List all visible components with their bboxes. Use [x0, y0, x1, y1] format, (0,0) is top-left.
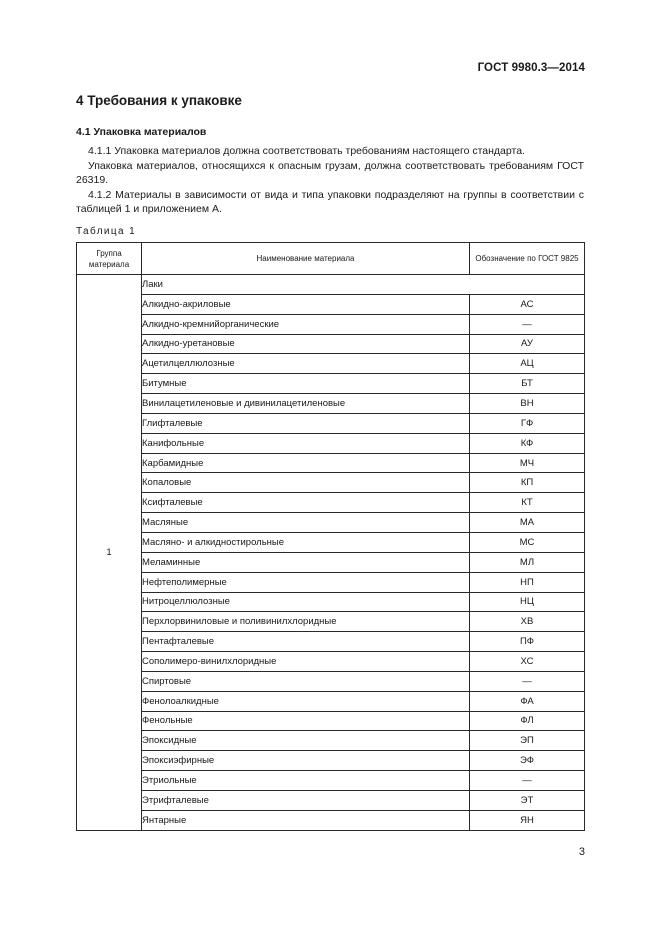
material-code-cell: КП — [470, 473, 585, 493]
material-code-cell: ЭП — [470, 731, 585, 751]
table-row — [77, 790, 585, 810]
material-code-cell: ХС — [470, 652, 585, 672]
table-row — [77, 572, 585, 592]
material-code-cell: НЦ — [470, 592, 585, 612]
material-code-cell: АС — [470, 294, 585, 314]
table-row — [77, 394, 585, 414]
material-code-cell: ВН — [470, 394, 585, 414]
page-number: 3 — [578, 846, 585, 858]
table-row — [77, 671, 585, 691]
material-code-cell: БТ — [470, 374, 585, 394]
subsection-title: 4.1 Упаковка материалов — [76, 126, 207, 138]
material-name-cell: Эпоксидные — [142, 731, 470, 751]
material-name-cell: Алкидно-кремнийорганические — [142, 314, 470, 334]
table-row — [77, 473, 585, 493]
material-code-cell: ХВ — [470, 612, 585, 632]
material-name-cell: Винилацетиленовые и дивинилацетиленовые — [142, 394, 470, 414]
header-group: Группа материала — [77, 243, 142, 275]
material-name-cell: Алкидно-уретановые — [142, 334, 470, 354]
material-code-cell: ГФ — [470, 413, 585, 433]
table-row — [77, 771, 585, 791]
material-name-cell: Перхлорвиниловые и поливинилхлоридные — [142, 612, 470, 632]
material-name-cell: Глифталевые — [142, 413, 470, 433]
material-code-cell: КТ — [470, 493, 585, 513]
table-row-group-title — [77, 275, 585, 295]
material-name-cell: Янтарные — [142, 810, 470, 830]
material-name-cell: Масляные — [142, 513, 470, 533]
table-caption: Таблица 1 — [76, 226, 137, 237]
table-row — [77, 810, 585, 830]
material-code-cell: ФА — [470, 691, 585, 711]
material-code-cell: МА — [470, 513, 585, 533]
header-code: Обозначение по ГОСТ 9825 — [470, 243, 585, 275]
material-name-cell: Фенольные — [142, 711, 470, 731]
material-name-cell: Масляно- и алкидностирольные — [142, 532, 470, 552]
material-code-cell: АЦ — [470, 354, 585, 374]
material-code-cell: — — [470, 771, 585, 791]
material-name-cell: Этриольные — [142, 771, 470, 791]
standard-header: ГОСТ 9980.3—2014 — [477, 62, 585, 74]
table-row — [77, 314, 585, 334]
paragraph-4-1-1: 4.1.1 Упаковка материалов должна соответствовать требованиям настоящего стандарта. — [88, 145, 525, 157]
table-row — [77, 612, 585, 632]
section-title: 4 Требования к упаковке — [76, 93, 242, 108]
material-code-cell: ФЛ — [470, 711, 585, 731]
table-row — [77, 294, 585, 314]
material-name-cell: Сополимеро-винилхлоридные — [142, 652, 470, 672]
material-name-cell: Пентафталевые — [142, 632, 470, 652]
table-row — [77, 632, 585, 652]
material-name-cell: Фенолоалкидные — [142, 691, 470, 711]
material-code-cell: ЭФ — [470, 751, 585, 771]
material-name-cell: Нитроцеллюлозные — [142, 592, 470, 612]
group-number-cell: 1 — [77, 275, 142, 831]
material-name-cell: Карбамидные — [142, 453, 470, 473]
material-name-cell: Битумные — [142, 374, 470, 394]
material-name-cell: Меламинные — [142, 552, 470, 572]
material-code-cell: МЛ — [470, 552, 585, 572]
table-row — [77, 374, 585, 394]
table-row — [77, 493, 585, 513]
paragraph-4-1-2: 4.1.2 Материалы в зависимости от вида и типа упаковки подразделяют на группы в соответствии с таблицей 1 и приложением А. — [76, 188, 584, 215]
material-code-cell: ЭТ — [470, 790, 585, 810]
material-name-cell: Нефтеполимерные — [142, 572, 470, 592]
table-row — [77, 433, 585, 453]
material-name-cell: Ксифталевые — [142, 493, 470, 513]
material-name-cell: Алкидно-акриловые — [142, 294, 470, 314]
table-row — [77, 751, 585, 771]
material-name-cell: Канифольные — [142, 433, 470, 453]
material-code-cell: МС — [470, 532, 585, 552]
group-title-cell: Лаки — [142, 275, 585, 295]
material-code-cell: ЯН — [470, 810, 585, 830]
table-row — [77, 652, 585, 672]
table-row — [77, 532, 585, 552]
material-name-cell: Этрифталевые — [142, 790, 470, 810]
material-code-cell: — — [470, 314, 585, 334]
table-row — [77, 413, 585, 433]
table-header-row — [77, 243, 585, 275]
table-row — [77, 513, 585, 533]
table-row — [77, 354, 585, 374]
material-name-cell: Копаловые — [142, 473, 470, 493]
material-code-cell: ПФ — [470, 632, 585, 652]
material-name-cell: Ацетилцеллюлозные — [142, 354, 470, 374]
header-name: Наименование материала — [142, 243, 470, 275]
material-name-cell: Эпоксиэфирные — [142, 751, 470, 771]
paragraph-dangerous-goods: Упаковка материалов, относящихся к опасным грузам, должна соответствовать требованиям ГОСТ 26319. — [76, 159, 584, 186]
material-code-cell: КФ — [470, 433, 585, 453]
table-row — [77, 711, 585, 731]
table-row — [77, 334, 585, 354]
table-row — [77, 691, 585, 711]
table-row — [77, 592, 585, 612]
material-code-cell: МЧ — [470, 453, 585, 473]
table-row — [77, 453, 585, 473]
table-row — [77, 552, 585, 572]
material-code-cell: — — [470, 671, 585, 691]
material-code-cell: НП — [470, 572, 585, 592]
materials-table — [76, 242, 585, 831]
material-name-cell: Спиртовые — [142, 671, 470, 691]
table-row — [77, 731, 585, 751]
material-code-cell: АУ — [470, 334, 585, 354]
